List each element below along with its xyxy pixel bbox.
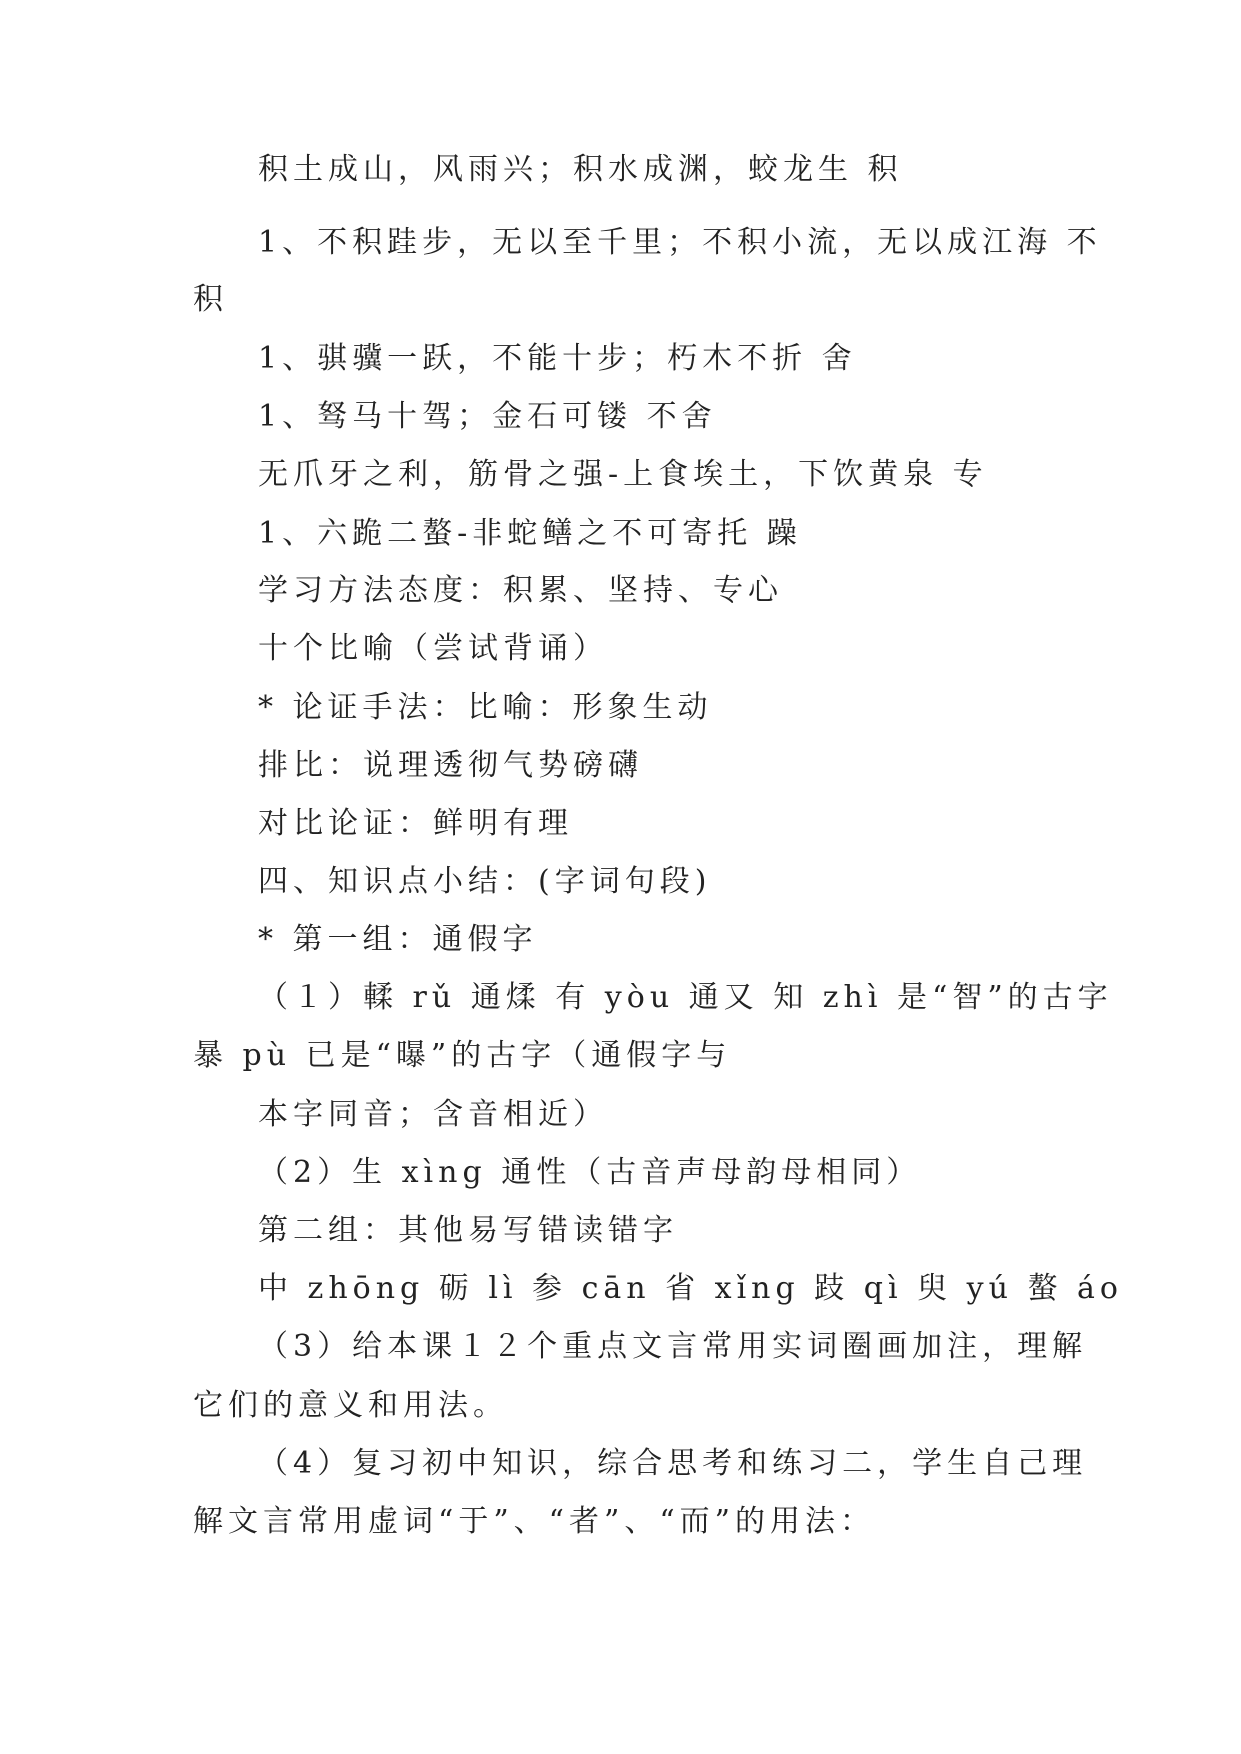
text-line-15: （１）輮 rǔ 通煣 有 yòu 通又 知 zhì 是“智”的古字 bbox=[258, 980, 1113, 1015]
text-line-24: 解文言常用虚词“于”、“者”、“而”的用法： bbox=[193, 1504, 876, 1539]
text-line-7: 1、六跪二螯-非蛇鳝之不可寄托 躁 bbox=[258, 516, 802, 551]
text-line-20: 中 zhōng 砺 lì 参 cān 省 xǐng 跂 qì 臾 yú 螯 áo bbox=[258, 1271, 1123, 1306]
text-line-3: 积 bbox=[193, 282, 228, 317]
text-line-9: 十个比喻（尝试背诵） bbox=[258, 631, 608, 666]
text-line-12: 对比论证：鲜明有理 bbox=[258, 806, 573, 841]
text-line-5: 1、驽马十驾；金石可镂 不舍 bbox=[258, 399, 717, 434]
text-line-1: 积土成山，风雨兴；积水成渊，蛟龙生 积 bbox=[258, 152, 903, 187]
text-line-22: 它们的意义和用法。 bbox=[193, 1388, 508, 1423]
text-line-16: 暴 pù 已是“曝”的古字（通假字与 bbox=[193, 1038, 732, 1073]
text-line-2: 1、不积跬步，无以至千里；不积小流，无以成江海 不 bbox=[258, 225, 1102, 260]
text-line-10: * 论证手法：比喻：形象生动 bbox=[258, 690, 713, 725]
text-line-13: 四、知识点小结：(字词句段) bbox=[258, 864, 712, 899]
text-line-8: 学习方法态度：积累、坚持、专心 bbox=[258, 573, 783, 608]
text-line-18: （2）生 xìng 通性（古音声母韵母相同） bbox=[258, 1155, 922, 1190]
text-line-6: 无爪牙之利，筋骨之强-上食埃土，下饮黄泉 专 bbox=[258, 457, 988, 492]
text-line-4: 1、骐骥一跃，不能十步；朽木不折 舍 bbox=[258, 341, 857, 376]
text-line-19: 第二组：其他易写错读错字 bbox=[258, 1213, 678, 1248]
text-line-21: （3）给本课１２个重点文言常用实词圈画加注，理解 bbox=[258, 1329, 1088, 1364]
text-line-14: * 第一组：通假字 bbox=[258, 922, 538, 957]
text-line-23: （4）复习初中知识，综合思考和练习二，学生自己理 bbox=[258, 1446, 1088, 1481]
text-line-17: 本字同音；含音相近） bbox=[258, 1097, 608, 1132]
text-line-11: 排比：说理透彻气势磅礴 bbox=[258, 748, 643, 783]
